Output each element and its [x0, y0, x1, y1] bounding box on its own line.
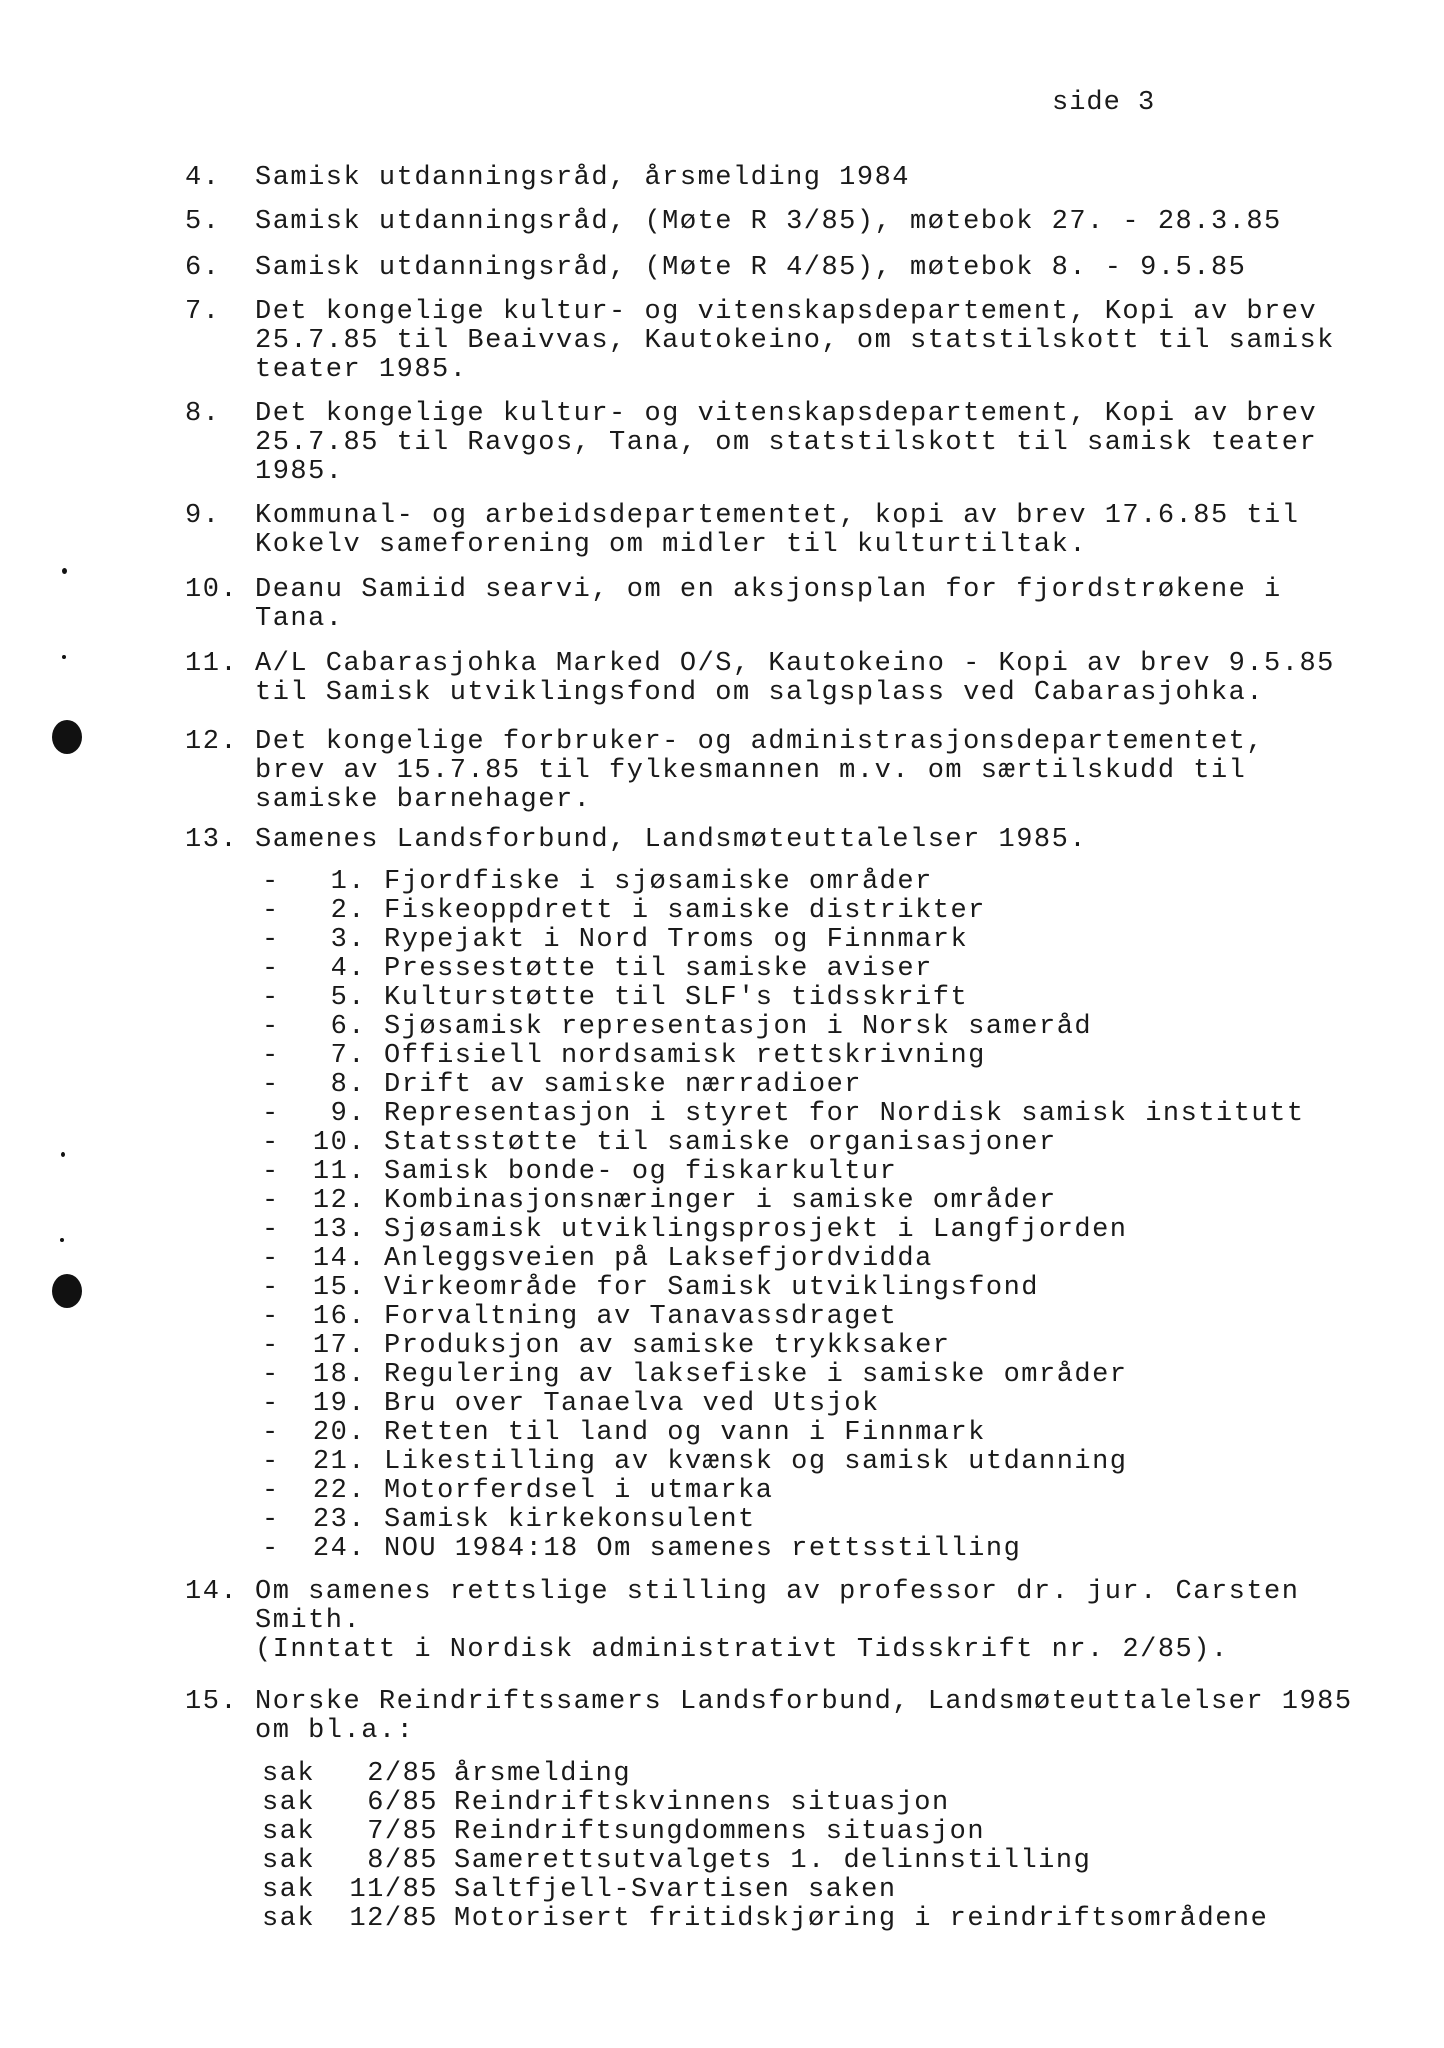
resolution-title: Virkeområde for Samisk utviklingsfond — [384, 1273, 1039, 1303]
resolution-title: NOU 1984:18 Om samenes rettsstilling — [384, 1534, 1022, 1564]
resolution-title: Fiskeoppdrett i samiske distrikter — [384, 896, 986, 926]
item-line: Samisk utdanningsråd, årsmelding 1984 — [255, 163, 910, 193]
dash-marker: - — [262, 1476, 280, 1506]
case-item — [262, 1789, 950, 1818]
item-number: 12. — [185, 727, 239, 757]
resolution-title: Fjordfiske i sjøsamiske områder — [384, 867, 933, 897]
resolution-title: Statsstøtte til samiske organisasjoner — [384, 1128, 1057, 1158]
resolution-title: Kulturstøtte til SLF's tidsskrift — [384, 983, 969, 1013]
resolution-number: 11. — [312, 1157, 366, 1187]
dash-marker: - — [262, 1389, 280, 1419]
resolution-item — [262, 1071, 862, 1100]
item-text — [255, 650, 1335, 708]
case-number: 8/85 — [367, 1846, 438, 1876]
resolution-number: 24. — [312, 1534, 366, 1564]
resolution-number: 7. — [330, 1041, 366, 1071]
dash-marker: - — [262, 1041, 280, 1071]
dash-marker: - — [262, 1418, 280, 1448]
item-number: 5. — [185, 207, 221, 237]
resolution-title: Samisk bonde- og fiskarkultur — [384, 1157, 898, 1187]
item-line: Samisk utdanningsråd, (Møte R 3/85), møtebok 27. - 28.3.85 — [255, 207, 1282, 237]
resolution-number: 19. — [312, 1389, 366, 1419]
item-line: Norske Reindriftssamers Landsforbund, Landsmøteuttalelser 1985 — [255, 1687, 1353, 1717]
resolution-item — [262, 1390, 880, 1419]
resolution-number: 16. — [312, 1302, 366, 1332]
item-text — [255, 576, 1282, 634]
case-number: 6/85 — [367, 1788, 438, 1818]
dash-marker: - — [262, 1534, 280, 1564]
resolution-number: 14. — [312, 1244, 366, 1274]
dash-marker: - — [262, 1186, 280, 1216]
item-text — [255, 400, 1317, 487]
case-label: sak — [262, 1904, 316, 1934]
item-line: 1985. — [255, 457, 344, 487]
resolution-item — [262, 1187, 1057, 1216]
case-item — [262, 1818, 985, 1847]
scan-speck — [61, 1152, 65, 1157]
resolution-item — [262, 897, 986, 926]
item-line: om bl.a.: — [255, 1716, 415, 1746]
item-text — [255, 1578, 1299, 1665]
resolution-number: 3. — [330, 925, 366, 955]
resolution-title: Retten til land og vann i Finnmark — [384, 1418, 986, 1448]
case-label: sak — [262, 1759, 316, 1789]
resolution-number: 8. — [330, 1070, 366, 1100]
resolution-item — [262, 1274, 1039, 1303]
item-number: 4. — [185, 163, 221, 193]
resolution-number: 23. — [312, 1505, 366, 1535]
resolution-item — [262, 1042, 986, 1071]
list-item — [185, 163, 910, 193]
item-line: 25.7.85 til Beaivvas, Kautokeino, om statstilskott til samisk — [255, 326, 1335, 356]
case-title: Reindriftsungdommens situasjon — [454, 1817, 986, 1847]
case-item — [262, 1760, 631, 1789]
item-number: 8. — [185, 399, 221, 429]
resolution-item — [262, 1158, 897, 1187]
resolution-item — [262, 868, 933, 897]
dash-marker: - — [262, 954, 280, 984]
case-item — [262, 1876, 897, 1905]
case-item — [262, 1905, 1268, 1934]
resolution-title: Sjøsamisk representasjon i Norsk sameråd — [384, 1012, 1093, 1042]
case-title: Saltfjell-Svartisen saken — [454, 1875, 897, 1905]
case-label: sak — [262, 1846, 316, 1876]
item-number: 6. — [185, 253, 221, 283]
item-line: Smith. — [255, 1606, 362, 1636]
punch-hole-upper — [52, 720, 82, 754]
resolution-number: 20. — [312, 1418, 366, 1448]
list-item — [185, 253, 1247, 283]
list-item — [185, 649, 1335, 708]
item-line: Deanu Samiid searvi, om en aksjonsplan for fjordstrøkene i — [255, 575, 1282, 605]
case-number: 11/85 — [349, 1875, 438, 1905]
list-item — [185, 297, 1335, 385]
dash-marker: - — [262, 1273, 280, 1303]
item-text — [255, 254, 1246, 283]
dash-marker: - — [262, 1302, 280, 1332]
resolution-title: Drift av samiske nærradioer — [384, 1070, 862, 1100]
resolution-title: Representasjon i styret for Nordisk samisk institutt — [384, 1099, 1305, 1129]
item-number: 10. — [185, 575, 239, 605]
resolution-title: Kombinasjonsnæringer i samiske områder — [384, 1186, 1057, 1216]
case-number: 2/85 — [367, 1759, 438, 1789]
resolution-title: Sjøsamisk utviklingsprosjekt i Langfjorden — [384, 1215, 1128, 1245]
resolution-title: Motorferdsel i utmarka — [384, 1476, 774, 1506]
resolution-item — [262, 1245, 933, 1274]
item-line: Tana. — [255, 604, 344, 634]
item-text — [255, 298, 1335, 385]
case-label: sak — [262, 1875, 316, 1905]
resolution-title: Produksjon av samiske trykksaker — [384, 1331, 951, 1361]
resolution-item — [262, 1129, 1057, 1158]
case-label: sak — [262, 1817, 316, 1847]
scan-speck — [60, 1238, 64, 1242]
resolution-number: 4. — [330, 954, 366, 984]
resolution-title: Offisiell nordsamisk rettskrivning — [384, 1041, 986, 1071]
resolution-title: Bru over Tanaelva ved Utsjok — [384, 1389, 880, 1419]
item-line: (Inntatt i Nordisk administrativt Tidsskrift nr. 2/85). — [255, 1635, 1229, 1665]
dash-marker: - — [262, 1447, 280, 1477]
resolution-title: Regulering av laksefiske i samiske områder — [384, 1360, 1128, 1390]
item-line: Kommunal- og arbeidsdepartementet, kopi av brev 17.6.85 til — [255, 501, 1300, 531]
item-number: 13. — [185, 825, 239, 855]
item-number: 11. — [185, 649, 239, 679]
item-line: Det kongelige kultur- og vitenskapsdepartement, Kopi av brev — [255, 297, 1318, 327]
resolution-item — [262, 1477, 773, 1506]
dash-marker: - — [262, 1099, 280, 1129]
list-item — [185, 399, 1318, 487]
resolution-item — [262, 1013, 1092, 1042]
case-title: årsmelding — [454, 1759, 632, 1789]
case-title: Motorisert fritidskjøring i reindriftsområdene — [454, 1904, 1269, 1934]
resolution-item — [262, 1216, 1128, 1245]
dash-marker: - — [262, 1012, 280, 1042]
list-item — [185, 1577, 1300, 1665]
resolution-number: 15. — [312, 1273, 366, 1303]
resolution-number: 6. — [330, 1012, 366, 1042]
resolution-number: 22. — [312, 1476, 366, 1506]
item-text — [255, 502, 1299, 560]
resolution-item — [262, 984, 968, 1013]
item-text — [255, 728, 1264, 815]
dash-marker: - — [262, 925, 280, 955]
list-item — [185, 1687, 1353, 1746]
resolution-item — [262, 1419, 986, 1448]
item-number: 9. — [185, 501, 221, 531]
list-item — [185, 501, 1300, 560]
dash-marker: - — [262, 1331, 280, 1361]
case-title: Reindriftskvinnens situasjon — [454, 1788, 950, 1818]
resolution-number: 17. — [312, 1331, 366, 1361]
scan-speck — [62, 568, 67, 574]
scan-speck — [62, 655, 66, 659]
resolution-item — [262, 1535, 1021, 1564]
resolution-item — [262, 1448, 1128, 1477]
item-line: til Samisk utviklingsfond om salgsplass ved Cabarasjohka. — [255, 678, 1265, 708]
resolution-item — [262, 1303, 897, 1332]
dash-marker: - — [262, 1505, 280, 1535]
item-line: Samisk utdanningsråd, (Møte R 4/85), møtebok 8. - 9.5.85 — [255, 253, 1247, 283]
dash-marker: - — [262, 1070, 280, 1100]
dash-marker: - — [262, 983, 280, 1013]
item-line: brev av 15.7.85 til fylkesmannen m.v. om særtilskudd til — [255, 756, 1247, 786]
dash-marker: - — [262, 867, 280, 897]
item-text — [255, 208, 1282, 237]
resolution-title: Forvaltning av Tanavassdraget — [384, 1302, 898, 1332]
list-item — [185, 207, 1282, 237]
item-line: 25.7.85 til Ravgos, Tana, om statstilskott til samisk teater — [255, 428, 1318, 458]
resolution-number: 12. — [312, 1186, 366, 1216]
resolution-title: Rypejakt i Nord Troms og Finnmark — [384, 925, 969, 955]
dash-marker: - — [262, 1157, 280, 1187]
item-text — [255, 826, 1087, 855]
item-line: Det kongelige forbruker- og administrasjonsdepartementet, — [255, 727, 1265, 757]
resolution-item — [262, 1100, 1305, 1129]
resolution-number: 9. — [330, 1099, 366, 1129]
item-number: 15. — [185, 1687, 239, 1717]
list-item — [185, 575, 1282, 634]
item-number: 7. — [185, 297, 221, 327]
resolution-number: 21. — [312, 1447, 366, 1477]
resolution-item — [262, 1506, 756, 1535]
item-line: Det kongelige kultur- og vitenskapsdepartement, Kopi av brev — [255, 399, 1318, 429]
item-line: samiske barnehager. — [255, 785, 592, 815]
resolution-number: 2. — [330, 896, 366, 926]
item-line: Samenes Landsforbund, Landsmøteuttalelser 1985. — [255, 825, 1088, 855]
case-label: sak — [262, 1788, 316, 1818]
resolution-title: Anleggsveien på Laksefjordvidda — [384, 1244, 933, 1274]
resolution-number: 18. — [312, 1360, 366, 1390]
case-title: Samerettsutvalgets 1. delinnstilling — [454, 1846, 1092, 1876]
resolution-title: Pressestøtte til samiske aviser — [384, 954, 933, 984]
item-line: Om samenes rettslige stilling av professor dr. jur. Carsten — [255, 1577, 1300, 1607]
item-number: 14. — [185, 1577, 239, 1607]
dash-marker: - — [262, 896, 280, 926]
list-item — [185, 825, 1088, 855]
item-line: teater 1985. — [255, 355, 468, 385]
resolution-title: Likestilling av kvænsk og samisk utdanning — [384, 1447, 1128, 1477]
resolution-title: Samisk kirkekonsulent — [384, 1505, 756, 1535]
case-item — [262, 1847, 1091, 1876]
dash-marker: - — [262, 1215, 280, 1245]
resolution-item — [262, 1332, 950, 1361]
case-number: 7/85 — [367, 1817, 438, 1847]
resolution-number: 10. — [312, 1128, 366, 1158]
dash-marker: - — [262, 1360, 280, 1390]
item-line: Kokelv sameforening om midler til kulturtiltak. — [255, 530, 1088, 560]
item-text — [255, 164, 910, 193]
page-number: side 3 — [1052, 88, 1156, 118]
item-text — [255, 1688, 1353, 1746]
case-number: 12/85 — [349, 1904, 438, 1934]
dash-marker: - — [262, 1244, 280, 1274]
punch-hole-lower — [52, 1274, 82, 1308]
dash-marker: - — [262, 1128, 280, 1158]
resolution-number: 5. — [330, 983, 366, 1013]
resolution-number: 13. — [312, 1215, 366, 1245]
resolution-item — [262, 926, 968, 955]
list-item — [185, 727, 1265, 815]
resolution-item — [262, 1361, 1128, 1390]
item-line: A/L Cabarasjohka Marked O/S, Kautokeino - Kopi av brev 9.5.85 — [255, 649, 1335, 679]
resolution-item — [262, 955, 933, 984]
resolution-number: 1. — [330, 867, 366, 897]
